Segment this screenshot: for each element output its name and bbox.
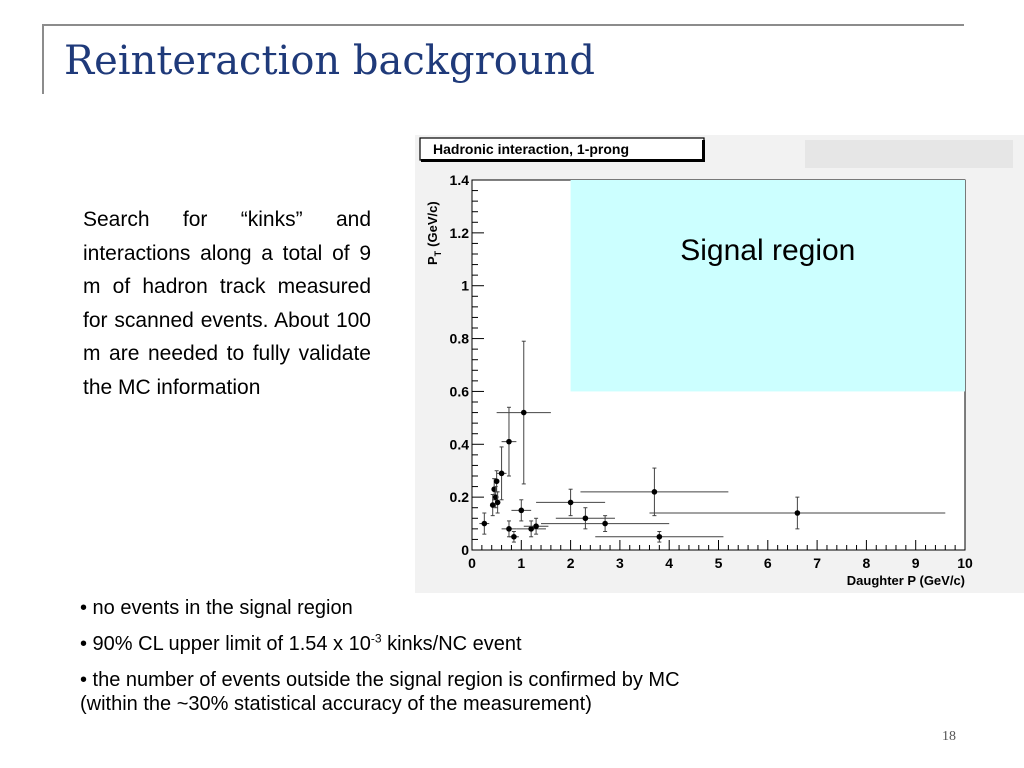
bullet-text: • no events in the signal region [80, 597, 353, 619]
title-rule-top [42, 24, 964, 26]
x-tick-label: 0 [468, 555, 476, 571]
point-marker [568, 500, 574, 506]
y-tick-label: 1 [461, 277, 469, 294]
point-marker [657, 534, 663, 540]
point-marker [602, 521, 608, 527]
y-axis-label-main: P [425, 256, 440, 265]
x-tick-label: 9 [911, 555, 920, 571]
bullet-item [80, 596, 880, 620]
point-marker [506, 439, 512, 445]
y-tick-label: 0.8 [449, 330, 469, 347]
bullet-item [80, 668, 880, 716]
point-marker [583, 515, 589, 521]
bullet-line-2: (within the ~30% statistical accuracy of the measurement) [80, 693, 592, 715]
chart-title-shadow [421, 159, 705, 162]
bullet-line-1: • the number of events outside the signal region is confirmed by MC [80, 669, 680, 691]
x-tick-label: 4 [665, 555, 674, 571]
bullet-prefix: • 90% CL upper limit of 1.54 x 10 [80, 633, 371, 655]
x-axis-label: Daughter P (GeV/c) [846, 573, 965, 588]
title-rule-left [42, 24, 44, 94]
point-marker [521, 410, 527, 416]
point-marker [519, 508, 525, 514]
point-marker [506, 526, 512, 532]
x-tick-label: 3 [616, 555, 624, 571]
y-tick-label: 0.6 [449, 383, 469, 400]
x-tick-label: 8 [862, 555, 871, 571]
scatter-chart [415, 135, 1024, 593]
x-tick-label: 10 [957, 555, 973, 571]
point-marker [511, 534, 517, 540]
x-tick-label: 1 [517, 555, 526, 571]
bullet-item [80, 632, 880, 656]
y-axis-label-sub: T [433, 250, 443, 257]
y-tick-label: 1.4 [449, 172, 469, 188]
point-marker [528, 526, 534, 532]
y-tick-label: 0.4 [449, 436, 469, 453]
point-marker [482, 521, 488, 527]
x-tick-label: 2 [566, 555, 575, 571]
point-marker [490, 502, 496, 508]
y-tick-label: 0.2 [449, 489, 469, 506]
point-marker [533, 523, 539, 529]
point-marker [499, 471, 505, 477]
y-tick-label: 1.2 [449, 224, 469, 241]
point-marker [795, 510, 801, 516]
stats-box [805, 140, 1013, 168]
chart-canvas [415, 135, 1024, 593]
signal-region [571, 180, 965, 391]
x-tick-label: 6 [763, 555, 772, 571]
bullet-list [80, 596, 880, 728]
description-text: Search for “kinks” and interactions along a total of 9 m of hadron track measured for scanned events. About 100 m are needed to fully validate the MC information [83, 208, 371, 399]
point-marker [494, 478, 500, 484]
point-marker [652, 489, 658, 495]
bullet-suffix: kinks/NC event [381, 633, 522, 655]
x-tick-label: 5 [714, 555, 723, 571]
chart-title-shadow-right [702, 140, 705, 162]
page-number: 18 [942, 729, 956, 744]
point-marker [495, 500, 501, 506]
x-tick-label: 7 [813, 555, 821, 571]
chart-title: Hadronic interaction, 1-prong [433, 141, 630, 157]
slide-title: Reinteraction background [64, 38, 595, 84]
signal-region-label: Signal region [680, 233, 856, 267]
y-tick-label: 0 [461, 542, 469, 558]
y-axis-label-unit: (GeV/c) [425, 201, 440, 247]
bullet-exponent: -3 [370, 631, 382, 646]
